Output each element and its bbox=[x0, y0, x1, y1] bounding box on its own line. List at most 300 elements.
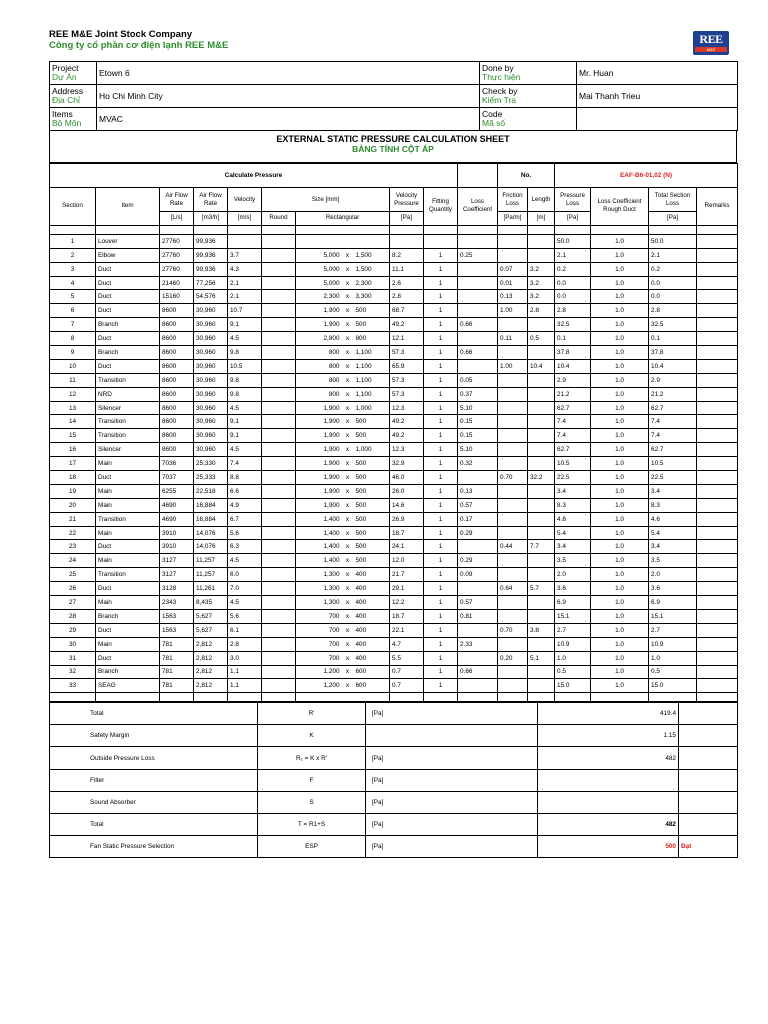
table-cell bbox=[528, 457, 555, 471]
table-cell: 28 bbox=[50, 609, 96, 623]
summary-row bbox=[50, 747, 738, 769]
table-cell bbox=[697, 471, 738, 485]
table-cell: 18 bbox=[50, 471, 96, 485]
table-row bbox=[50, 554, 738, 568]
table-cell bbox=[458, 679, 498, 693]
table-cell: 1 bbox=[424, 415, 458, 429]
table-cell: 0.0 bbox=[555, 290, 591, 304]
table-cell: 0.57 bbox=[458, 498, 498, 512]
table-cell: Transition bbox=[96, 415, 160, 429]
table-cell: 0.70 bbox=[498, 471, 528, 485]
table-cell: 1 bbox=[424, 471, 458, 485]
table-cell: Duct bbox=[96, 276, 160, 290]
col-section: Section bbox=[50, 188, 96, 226]
table-cell bbox=[528, 234, 555, 248]
table-cell bbox=[262, 248, 296, 262]
table-cell: 500 bbox=[354, 512, 390, 526]
table-cell: 3127 bbox=[160, 568, 194, 582]
table-cell: 5.4 bbox=[555, 526, 591, 540]
table-cell bbox=[697, 457, 738, 471]
table-cell: 6.7 bbox=[228, 512, 262, 526]
table-cell: 1.1 bbox=[228, 679, 262, 693]
table-row bbox=[50, 401, 738, 415]
table-cell: 3.4 bbox=[649, 540, 697, 554]
table-cell: 2.9 bbox=[649, 373, 697, 387]
table-cell: 13 bbox=[50, 401, 96, 415]
table-cell: 1 bbox=[50, 234, 96, 248]
summary-value: 482 bbox=[538, 747, 679, 769]
table-cell: 1.0 bbox=[591, 679, 649, 693]
table-cell: 1,100 bbox=[354, 346, 390, 360]
table-cell: 1,100 bbox=[354, 359, 390, 373]
table-cell: NRD bbox=[96, 387, 160, 401]
table-cell: 500 bbox=[354, 554, 390, 568]
table-cell: 1,900 bbox=[296, 429, 342, 443]
table-cell bbox=[262, 443, 296, 457]
table-cell: 15.0 bbox=[649, 679, 697, 693]
done-by-value: Mr. Huan bbox=[577, 62, 738, 85]
table-cell: 0.13 bbox=[458, 484, 498, 498]
table-cell: 0.5 bbox=[528, 332, 555, 346]
table-cell: 8.3 bbox=[649, 498, 697, 512]
table-cell: 1.0 bbox=[591, 415, 649, 429]
table-cell bbox=[498, 498, 528, 512]
table-cell: x bbox=[342, 276, 354, 290]
table-cell: 1,400 bbox=[296, 526, 342, 540]
table-cell: 46.0 bbox=[390, 471, 424, 485]
table-cell: 1.0 bbox=[591, 401, 649, 415]
table-cell: x bbox=[342, 429, 354, 443]
table-cell: 1.0 bbox=[591, 609, 649, 623]
table-cell: 1 bbox=[424, 457, 458, 471]
table-cell: 2,300 bbox=[296, 290, 342, 304]
table-cell: 0.0 bbox=[649, 290, 697, 304]
table-cell: 1 bbox=[424, 387, 458, 401]
summary-symbol: R' bbox=[258, 703, 366, 725]
summary-value: 482 bbox=[538, 813, 679, 835]
table-cell: 1,900 bbox=[296, 471, 342, 485]
col-airflow-m3h: Air Flow Rate bbox=[194, 188, 228, 212]
table-cell: 49.2 bbox=[390, 415, 424, 429]
table-cell: 1 bbox=[424, 318, 458, 332]
table-cell: 12.3 bbox=[390, 443, 424, 457]
table-cell bbox=[697, 498, 738, 512]
table-cell bbox=[498, 665, 528, 679]
table-cell: 5,627 bbox=[194, 609, 228, 623]
table-cell bbox=[354, 234, 390, 248]
table-cell: 8600 bbox=[160, 346, 194, 360]
table-cell: 10.4 bbox=[649, 359, 697, 373]
table-cell: 27760 bbox=[160, 234, 194, 248]
done-by-label: Done by Thực hiện bbox=[480, 62, 577, 85]
summary-label: Fan Static Pressure Selection bbox=[50, 835, 258, 857]
table-cell bbox=[262, 568, 296, 582]
table-cell: x bbox=[342, 623, 354, 637]
table-cell: x bbox=[342, 568, 354, 582]
table-cell: 1.0 bbox=[591, 262, 649, 276]
table-cell: 1 bbox=[424, 512, 458, 526]
table-cell bbox=[528, 512, 555, 526]
table-cell: 30,960 bbox=[194, 443, 228, 457]
table-cell: 781 bbox=[160, 665, 194, 679]
table-cell: 1563 bbox=[160, 609, 194, 623]
table-cell: 1,900 bbox=[296, 304, 342, 318]
table-cell: Transition bbox=[96, 373, 160, 387]
table-cell bbox=[262, 484, 296, 498]
table-row bbox=[50, 526, 738, 540]
table-cell: 6.6 bbox=[228, 484, 262, 498]
table-cell: 14,076 bbox=[194, 540, 228, 554]
equipment-no: EAF-B6-01,02 (N) bbox=[555, 164, 738, 188]
table-cell: 8600 bbox=[160, 443, 194, 457]
table-cell: x bbox=[342, 248, 354, 262]
table-cell bbox=[262, 346, 296, 360]
table-cell bbox=[262, 304, 296, 318]
table-cell: Duct bbox=[96, 332, 160, 346]
table-row bbox=[50, 609, 738, 623]
table-cell bbox=[528, 484, 555, 498]
table-row bbox=[50, 679, 738, 693]
table-cell: 1 bbox=[424, 609, 458, 623]
summary-unit: [Pa] bbox=[366, 747, 538, 769]
table-cell: 5,000 bbox=[296, 276, 342, 290]
table-cell: 1.0 bbox=[591, 596, 649, 610]
table-cell: 7.0 bbox=[228, 582, 262, 596]
table-cell: 1,900 bbox=[296, 443, 342, 457]
table-cell: x bbox=[342, 651, 354, 665]
table-cell: x bbox=[342, 304, 354, 318]
table-cell: 4.7 bbox=[390, 637, 424, 651]
table-cell: 62.7 bbox=[555, 443, 591, 457]
table-cell: 8600 bbox=[160, 304, 194, 318]
table-cell: 1.0 bbox=[591, 318, 649, 332]
items-label: Items Bộ Môn bbox=[50, 108, 97, 131]
table-cell: 3127 bbox=[160, 554, 194, 568]
table-cell: 0.2 bbox=[649, 262, 697, 276]
summary-unit: [Pa] bbox=[366, 769, 538, 791]
table-cell: 3910 bbox=[160, 526, 194, 540]
table-cell bbox=[262, 276, 296, 290]
table-cell: 1,900 bbox=[296, 457, 342, 471]
table-cell bbox=[458, 304, 498, 318]
table-cell: Branch bbox=[96, 609, 160, 623]
table-cell: x bbox=[342, 457, 354, 471]
table-cell: 8600 bbox=[160, 318, 194, 332]
table-cell: 27760 bbox=[160, 248, 194, 262]
table-cell: 4.3 bbox=[228, 262, 262, 276]
table-cell bbox=[528, 498, 555, 512]
table-cell: Duct bbox=[96, 540, 160, 554]
table-cell: 1.0 bbox=[591, 248, 649, 262]
table-cell: 99,936 bbox=[194, 248, 228, 262]
table-cell bbox=[697, 373, 738, 387]
table-cell: 65.9 bbox=[390, 359, 424, 373]
summary-symbol: R₁ = K x R' bbox=[258, 747, 366, 769]
table-cell: 0.32 bbox=[458, 457, 498, 471]
table-cell: 1 bbox=[424, 665, 458, 679]
table-cell: 1.0 bbox=[591, 665, 649, 679]
table-cell: 1 bbox=[424, 596, 458, 610]
table-cell: 11.1 bbox=[390, 262, 424, 276]
table-cell: 1.0 bbox=[591, 582, 649, 596]
table-cell: 4 bbox=[50, 276, 96, 290]
table-cell: x bbox=[342, 582, 354, 596]
table-cell: 700 bbox=[296, 651, 342, 665]
table-cell: 2.8 bbox=[649, 304, 697, 318]
table-cell: 1 bbox=[424, 359, 458, 373]
table-cell: 7.7 bbox=[528, 540, 555, 554]
table-cell: 400 bbox=[354, 651, 390, 665]
table-cell bbox=[262, 318, 296, 332]
table-cell: 1.0 bbox=[591, 234, 649, 248]
table-cell: 2.7 bbox=[555, 623, 591, 637]
table-cell: 9.8 bbox=[228, 387, 262, 401]
table-cell bbox=[458, 290, 498, 304]
table-row bbox=[50, 498, 738, 512]
table-cell: 25 bbox=[50, 568, 96, 582]
table-cell: 0.07 bbox=[498, 262, 528, 276]
table-cell: 0.70 bbox=[498, 623, 528, 637]
table-cell: 2343 bbox=[160, 596, 194, 610]
calculation-sheet bbox=[49, 29, 737, 858]
table-row bbox=[50, 568, 738, 582]
sheet-title bbox=[49, 131, 737, 163]
table-cell: 800 bbox=[354, 332, 390, 346]
table-cell: 5.10 bbox=[458, 443, 498, 457]
table-cell bbox=[528, 679, 555, 693]
table-cell: 4.5 bbox=[228, 554, 262, 568]
table-cell: 0.13 bbox=[498, 290, 528, 304]
table-cell: 1.0 bbox=[591, 484, 649, 498]
table-cell: 1.0 bbox=[591, 554, 649, 568]
table-cell bbox=[697, 415, 738, 429]
table-cell bbox=[498, 401, 528, 415]
table-cell bbox=[697, 359, 738, 373]
table-cell: 23 bbox=[50, 540, 96, 554]
table-cell bbox=[458, 234, 498, 248]
table-cell: 12.2 bbox=[390, 596, 424, 610]
table-cell: 0.7 bbox=[390, 679, 424, 693]
summary-row bbox=[50, 725, 738, 747]
table-cell: Branch bbox=[96, 318, 160, 332]
summary-note bbox=[679, 725, 738, 747]
table-cell: 30,960 bbox=[194, 346, 228, 360]
table-cell: 10.9 bbox=[555, 637, 591, 651]
table-cell: Silencer bbox=[96, 401, 160, 415]
table-cell: 500 bbox=[354, 429, 390, 443]
summary-unit: [Pa] bbox=[366, 703, 538, 725]
table-cell: 30,960 bbox=[194, 318, 228, 332]
table-cell: 30,960 bbox=[194, 373, 228, 387]
table-cell: 700 bbox=[296, 623, 342, 637]
col-friction-loss: Friction Loss bbox=[498, 188, 528, 212]
table-cell: 10.5 bbox=[649, 457, 697, 471]
table-cell bbox=[528, 665, 555, 679]
table-cell: 5.10 bbox=[458, 401, 498, 415]
table-cell bbox=[262, 512, 296, 526]
table-cell: 6 bbox=[50, 304, 96, 318]
table-cell: 21 bbox=[50, 512, 96, 526]
table-cell: x bbox=[342, 540, 354, 554]
summary-unit bbox=[366, 725, 538, 747]
items-value: MVAC bbox=[97, 108, 480, 131]
table-cell: 0.09 bbox=[458, 568, 498, 582]
table-cell: 26 bbox=[50, 582, 96, 596]
table-cell: Main bbox=[96, 484, 160, 498]
table-cell: 8600 bbox=[160, 429, 194, 443]
table-cell: 8.8 bbox=[228, 471, 262, 485]
table-cell: 4690 bbox=[160, 498, 194, 512]
col-airflow-ls: Air Flow Rate bbox=[160, 188, 194, 212]
table-cell: 0.37 bbox=[458, 387, 498, 401]
table-cell bbox=[262, 359, 296, 373]
table-cell: 1.0 bbox=[591, 623, 649, 637]
table-cell: 0.66 bbox=[458, 665, 498, 679]
table-cell: 11 bbox=[50, 373, 96, 387]
table-cell bbox=[498, 568, 528, 582]
table-cell bbox=[458, 582, 498, 596]
table-cell bbox=[262, 637, 296, 651]
table-cell: 18.7 bbox=[390, 609, 424, 623]
table-cell: 0.5 bbox=[649, 665, 697, 679]
table-cell: 37.8 bbox=[555, 346, 591, 360]
table-row bbox=[50, 373, 738, 387]
table-cell: 11,257 bbox=[194, 554, 228, 568]
table-cell: 14,076 bbox=[194, 526, 228, 540]
table-cell: x bbox=[342, 609, 354, 623]
table-cell bbox=[528, 248, 555, 262]
table-cell: 49.2 bbox=[390, 429, 424, 443]
table-cell: 10.5 bbox=[228, 359, 262, 373]
table-cell: 500 bbox=[354, 304, 390, 318]
table-cell: 3.2 bbox=[528, 262, 555, 276]
unit-pam: [Pa/m] bbox=[498, 212, 528, 226]
table-cell: 1.0 bbox=[649, 651, 697, 665]
table-cell bbox=[458, 332, 498, 346]
table-cell: 0.66 bbox=[458, 346, 498, 360]
table-cell: 3.0 bbox=[228, 651, 262, 665]
table-cell bbox=[697, 568, 738, 582]
table-cell: 2.9 bbox=[555, 373, 591, 387]
summary-value: 500 bbox=[538, 835, 679, 857]
table-cell: 2.8 bbox=[555, 304, 591, 318]
table-cell bbox=[390, 234, 424, 248]
table-cell: Branch bbox=[96, 346, 160, 360]
project-value: Etown 6 bbox=[97, 62, 480, 85]
unit-ls: [L/s] bbox=[160, 212, 194, 226]
table-cell: 1.0 bbox=[591, 443, 649, 457]
table-cell: 5,000 bbox=[296, 248, 342, 262]
ree-logo bbox=[693, 31, 729, 55]
table-cell: 6255 bbox=[160, 484, 194, 498]
table-cell: x bbox=[342, 346, 354, 360]
table-cell: 1 bbox=[424, 526, 458, 540]
table-cell bbox=[498, 554, 528, 568]
table-cell: 0.5 bbox=[555, 665, 591, 679]
table-cell: 30,960 bbox=[194, 401, 228, 415]
table-cell: 12.1 bbox=[390, 332, 424, 346]
table-cell: 10 bbox=[50, 359, 96, 373]
table-cell: 1.0 bbox=[591, 526, 649, 540]
summary-symbol: ESP bbox=[258, 835, 366, 857]
table-cell: 1,200 bbox=[296, 679, 342, 693]
table-cell: 22 bbox=[50, 526, 96, 540]
table-cell: Louver bbox=[96, 234, 160, 248]
summary-row bbox=[50, 813, 738, 835]
check-by-label: Check by Kiểm Tra bbox=[480, 85, 577, 108]
table-row bbox=[50, 429, 738, 443]
table-cell bbox=[498, 429, 528, 443]
table-cell: 3.4 bbox=[649, 484, 697, 498]
table-cell: 10.7 bbox=[228, 304, 262, 318]
table-cell: x bbox=[342, 471, 354, 485]
table-cell: 15160 bbox=[160, 290, 194, 304]
table-cell bbox=[528, 346, 555, 360]
table-cell: 62.7 bbox=[555, 401, 591, 415]
table-cell bbox=[458, 262, 498, 276]
table-cell: x bbox=[342, 318, 354, 332]
company-header bbox=[49, 29, 737, 61]
table-cell: 8 bbox=[50, 332, 96, 346]
table-cell bbox=[498, 512, 528, 526]
table-cell: 500 bbox=[354, 318, 390, 332]
table-cell: x bbox=[342, 443, 354, 457]
table-cell bbox=[697, 304, 738, 318]
table-cell: 24 bbox=[50, 554, 96, 568]
table-row bbox=[50, 262, 738, 276]
table-cell bbox=[498, 637, 528, 651]
table-cell: 0.66 bbox=[458, 318, 498, 332]
table-cell: 30,960 bbox=[194, 332, 228, 346]
summary-unit: [Pa] bbox=[366, 835, 538, 857]
pressure-table bbox=[49, 163, 738, 702]
table-cell bbox=[498, 526, 528, 540]
table-cell: 57.3 bbox=[390, 346, 424, 360]
table-cell: 31 bbox=[50, 651, 96, 665]
table-cell: 1,000 bbox=[354, 401, 390, 415]
table-cell: 11,261 bbox=[194, 582, 228, 596]
unit-m: [m] bbox=[528, 212, 555, 226]
table-cell: Duct bbox=[96, 359, 160, 373]
table-cell bbox=[458, 623, 498, 637]
table-cell: Branch bbox=[96, 665, 160, 679]
table-cell: 62.7 bbox=[649, 443, 697, 457]
table-cell: 32.2 bbox=[528, 471, 555, 485]
table-cell: 4.5 bbox=[228, 596, 262, 610]
logo-text: REE bbox=[699, 32, 723, 46]
table-cell bbox=[262, 234, 296, 248]
table-cell: 1,500 bbox=[354, 262, 390, 276]
table-cell: 400 bbox=[354, 623, 390, 637]
unit-m3h: [m3/h] bbox=[194, 212, 228, 226]
table-cell: 3.6 bbox=[649, 582, 697, 596]
calculate-pressure-label: Calculate Pressure bbox=[50, 164, 458, 188]
table-cell bbox=[697, 679, 738, 693]
table-cell: 18.7 bbox=[390, 526, 424, 540]
table-cell: SEAG bbox=[96, 679, 160, 693]
table-cell bbox=[528, 609, 555, 623]
col-round: Round bbox=[262, 212, 296, 226]
table-cell bbox=[498, 234, 528, 248]
table-cell: 30,960 bbox=[194, 359, 228, 373]
table-cell: 1,100 bbox=[354, 387, 390, 401]
table-cell bbox=[697, 609, 738, 623]
table-cell: 4.9 bbox=[228, 498, 262, 512]
table-cell: 3.2 bbox=[528, 276, 555, 290]
table-cell bbox=[528, 637, 555, 651]
table-cell: 6.9 bbox=[649, 596, 697, 610]
table-cell: 32.5 bbox=[649, 318, 697, 332]
